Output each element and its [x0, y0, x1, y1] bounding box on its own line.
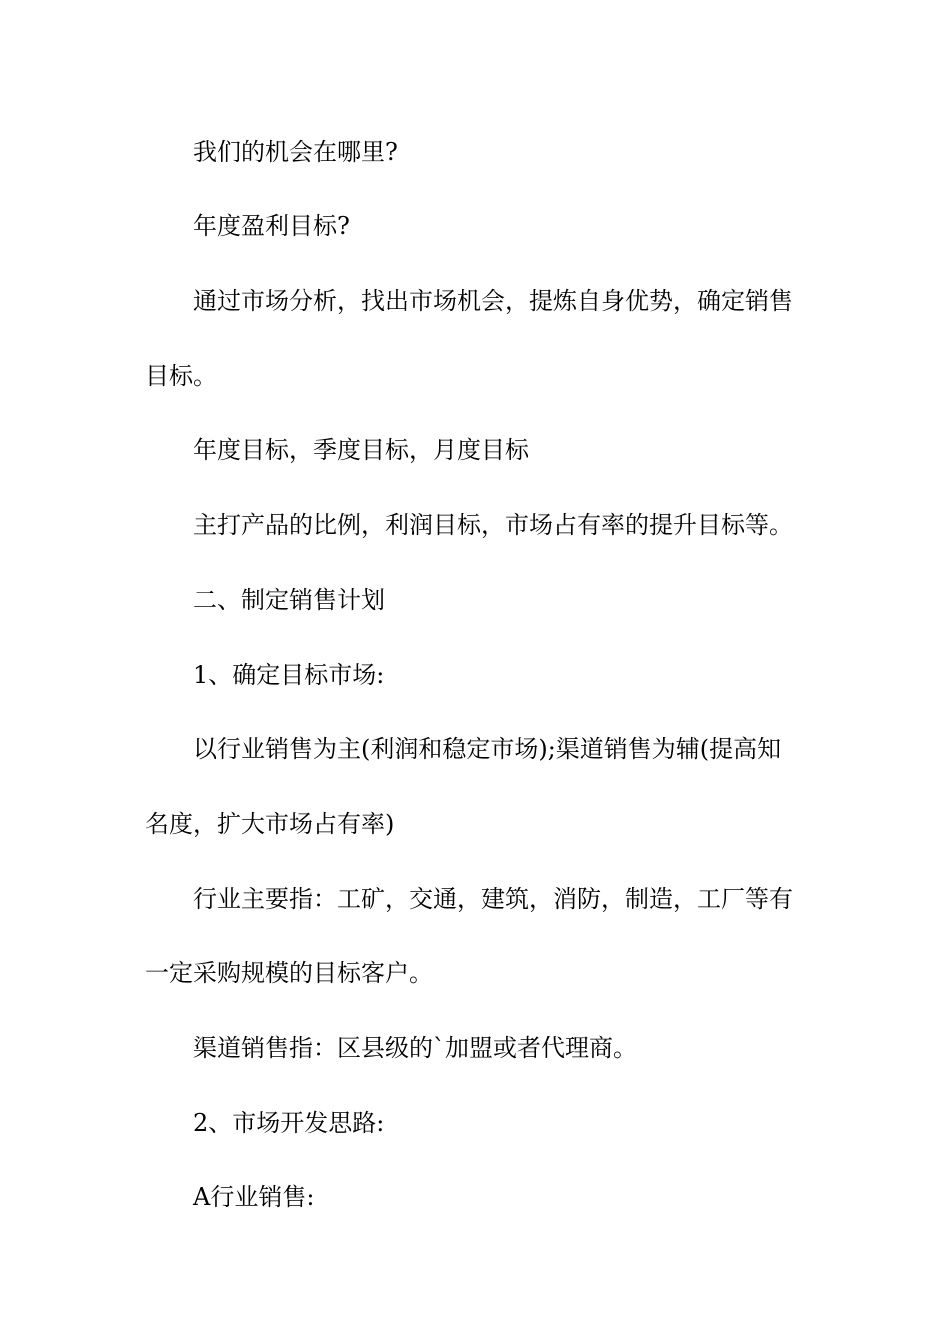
- subsection-heading: A行业销售:: [193, 1183, 315, 1211]
- section-heading: 二、制定销售计划: [193, 586, 385, 614]
- paragraph-line: 一定采购规模的目标客户。: [145, 959, 433, 987]
- paragraph-line: 年度目标，季度目标，月度目标: [193, 436, 529, 464]
- paragraph-line: 行业主要指：工矿，交通，建筑，消防，制造，工厂等有: [193, 885, 793, 913]
- subsection-heading: 2、市场开发思路:: [193, 1109, 385, 1137]
- paragraph-line: 渠道销售指：区县级的`加盟或者代理商。: [193, 1034, 637, 1062]
- paragraph-line: 目标。: [145, 362, 217, 390]
- paragraph-line: 通过市场分析，找出市场机会，提炼自身优势，确定销售: [193, 287, 793, 315]
- paragraph-line: 名度，扩大市场占有率): [145, 810, 395, 838]
- subsection-heading: 1、确定目标市场:: [193, 661, 385, 689]
- paragraph-line: 我们的机会在哪里?: [193, 138, 398, 166]
- paragraph-line: 主打产品的比例，利润目标，市场占有率的提升目标等。: [193, 511, 793, 539]
- paragraph-line: 以行业销售为主(利润和稳定市场);渠道销售为辅(提高知: [193, 735, 782, 763]
- paragraph-line: 年度盈利目标?: [193, 212, 350, 240]
